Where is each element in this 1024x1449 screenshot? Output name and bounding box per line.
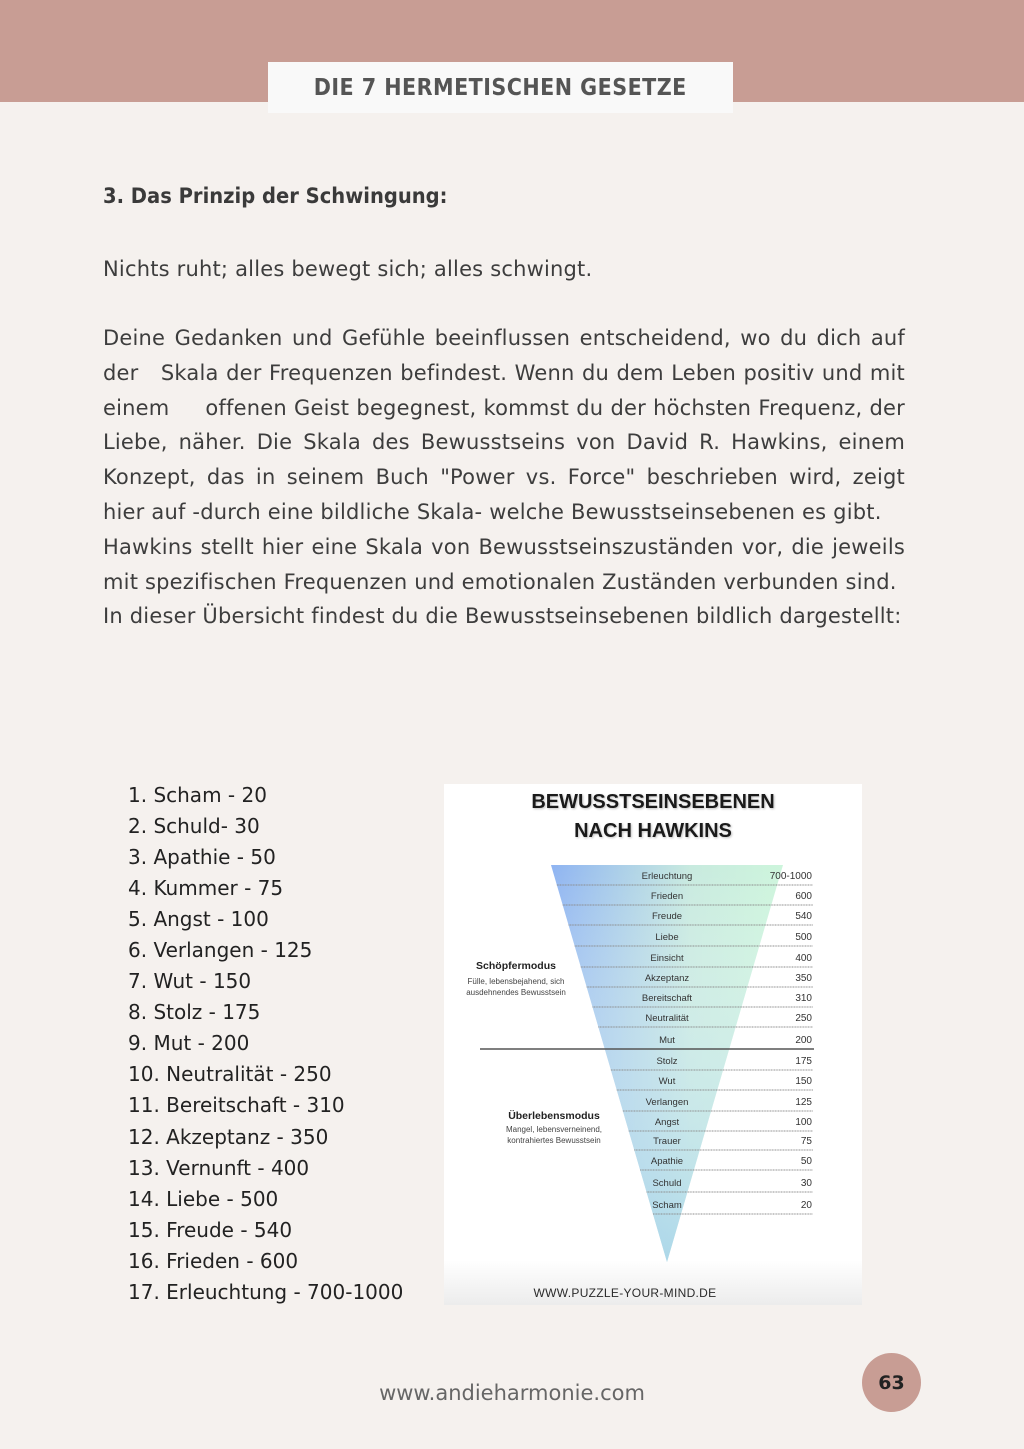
footer-website: www.andieharmonie.com — [379, 1381, 645, 1405]
list-item: 5. Angst - 100 — [128, 907, 269, 932]
funnel-level-label: Neutralität — [645, 1013, 689, 1024]
paragraph-1: Deine Gedanken und Gefühle beeinflussen entscheidend, wo du dich auf der Skala der Frequenzen befindest. Wenn du dem Leben positiv und mit einem offenen Geist begegnest, kommst du der höchsten Frequenz, der Liebe, näher. Die Skala des Bewusstseins von David R. Hawkins, einem Konzept, das in seinem Buch "Power vs. Force" beschrieben wird, zeigt hier auf -durch eine bildliche Skala- welche Bewusstseinsebenen es gibt. — [103, 326, 912, 524]
funnel-level-label: Erleuchtung — [641, 871, 693, 882]
infographic-source-url: WWW.PUZZLE-YOUR-MIND.DE — [533, 1286, 717, 1300]
funnel-level-value: 400 — [795, 953, 812, 964]
body-paragraphs — [103, 321, 912, 634]
funnel-level-value: 700-1000 — [769, 871, 812, 882]
funnel-level-value: 310 — [795, 993, 812, 1004]
chapter-title: DIE 7 HERMETISCHEN GESETZE — [313, 74, 688, 101]
infographic-title: BEWUSSTSEINSEBENEN NACH HAWKINS — [531, 791, 775, 842]
funnel-level-label: Schuld — [652, 1178, 682, 1189]
lead-sentence: Nichts ruht; alles bewegt sich; alles schwingt. — [103, 257, 593, 281]
list-item: 14. Liebe - 500 — [128, 1186, 279, 1211]
funnel-level-label: Mut — [659, 1035, 675, 1046]
funnel-level-label: Akzeptanz — [644, 973, 690, 984]
funnel-level-value: 50 — [800, 1156, 812, 1167]
funnel-level-value: 175 — [795, 1056, 812, 1067]
section-heading: 3. Das Prinzip der Schwingung: — [103, 184, 448, 208]
funnel-level-label: Trauer — [653, 1136, 681, 1147]
hawkins-infographic — [444, 784, 862, 1305]
list-item: 1. Scham - 20 — [128, 783, 267, 807]
funnel-level-label: Wut — [658, 1076, 676, 1087]
funnel-level-value: 20 — [800, 1200, 812, 1211]
survival-mode-block: Überlebensmodus Mangel, lebensverneinend, kontrahiertes Bewusstsein — [505, 1110, 603, 1145]
list-item: 2. Schuld- 30 — [128, 814, 260, 839]
list-item: 6. Verlangen - 125 — [128, 938, 313, 963]
creator-mode-block: Schöpfermodus Fülle, lebensbejahend, sich ausdehnendes Bewusstsein — [466, 960, 566, 997]
funnel-level-value: 600 — [795, 891, 812, 902]
levels-list — [128, 780, 403, 1308]
funnel-chart — [444, 784, 862, 1305]
funnel-level-value: 200 — [795, 1035, 812, 1046]
funnel-level-label: Apathie — [650, 1156, 684, 1167]
funnel-level-value: 125 — [795, 1097, 812, 1108]
page-number: 63 — [878, 1371, 905, 1394]
funnel-level-value: 250 — [795, 1013, 812, 1024]
list-item: 17. Erleuchtung - 700-1000 — [128, 1279, 404, 1304]
list-item: 8. Stolz - 175 — [128, 1000, 261, 1025]
list-item: 12. Akzeptanz - 350 — [128, 1124, 329, 1149]
list-item: 3. Apathie - 50 — [128, 845, 276, 870]
list-item: 7. Wut - 150 — [128, 969, 252, 994]
list-item: 15. Freude - 540 — [128, 1217, 293, 1242]
funnel-level-label: Scham — [652, 1200, 682, 1211]
funnel-level-label: Frieden — [650, 891, 684, 902]
funnel-level-label: Stolz — [656, 1056, 678, 1067]
funnel-level-value: 350 — [795, 973, 812, 984]
funnel-level-label: Bereitschaft — [641, 993, 693, 1004]
paragraph-3: In dieser Übersicht findest du die Bewusstseinsebenen bildlich dargestellt: — [103, 604, 902, 629]
funnel-level-value: 30 — [800, 1178, 812, 1189]
paragraph-2: Hawkins stellt hier eine Skala von Bewusstseinszuständen vor, die jeweils mit spezifischen Frequenzen und emotionalen Zuständen verbunden sind. — [103, 534, 905, 594]
funnel-level-value: 75 — [800, 1136, 812, 1147]
list-item: 13. Vernunft - 400 — [128, 1155, 310, 1180]
list-item: 4. Kummer - 75 — [128, 876, 284, 901]
funnel-level-label: Freude — [651, 911, 683, 922]
page-number-badge — [862, 1353, 921, 1412]
funnel-level-label: Verlangen — [645, 1097, 689, 1108]
chapter-title-box — [268, 62, 733, 113]
list-item: 9. Mut - 200 — [128, 1031, 250, 1056]
funnel-level-value: 150 — [795, 1076, 812, 1087]
funnel-level-value: 500 — [795, 932, 812, 943]
list-item: 11. Bereitschaft - 310 — [128, 1093, 345, 1118]
funnel-level-value: 540 — [795, 911, 812, 922]
funnel-level-label: Liebe — [655, 932, 679, 943]
funnel-level-value: 100 — [795, 1117, 812, 1128]
funnel-level-label: Einsicht — [650, 953, 684, 964]
funnel-level-label: Angst — [654, 1117, 680, 1128]
list-item: 10. Neutralität - 250 — [128, 1062, 332, 1087]
list-item: 16. Frieden - 600 — [128, 1248, 299, 1273]
